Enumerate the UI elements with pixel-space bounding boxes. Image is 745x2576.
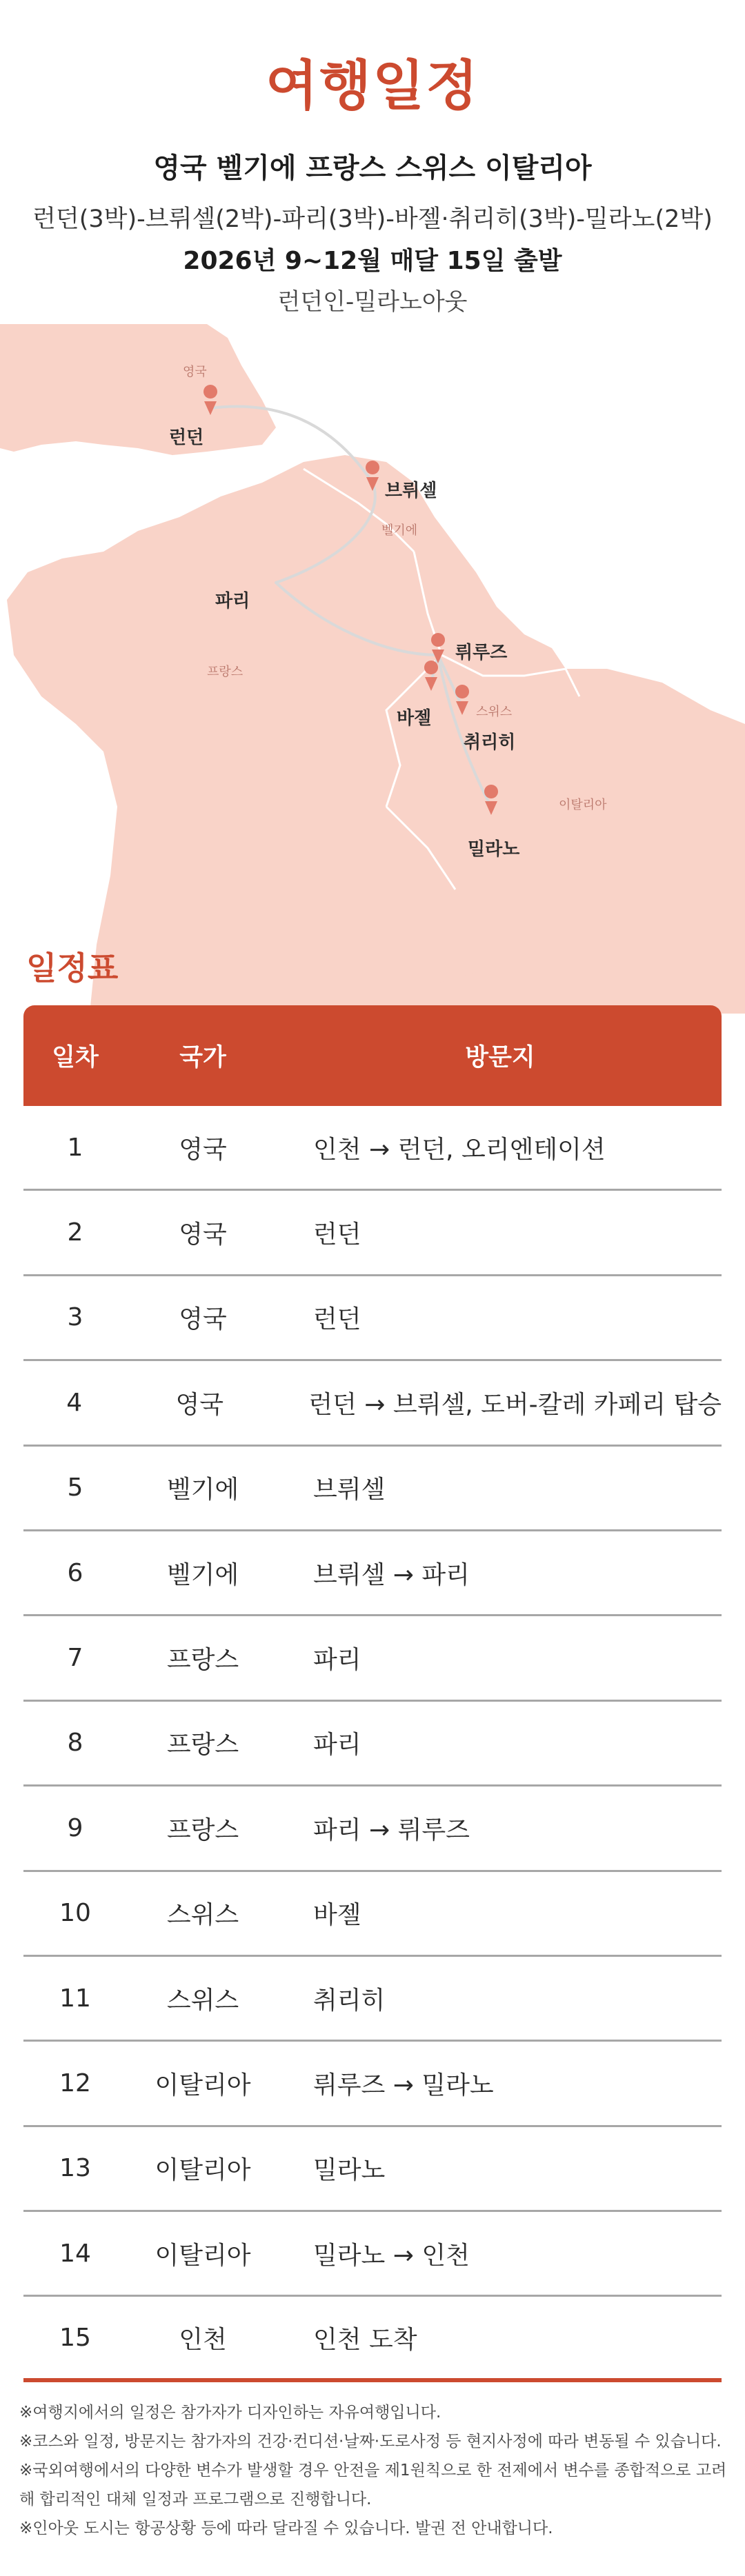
- header-visit: 방문지: [465, 1044, 535, 1071]
- row-country: 벨기에: [166, 1476, 239, 1505]
- page-title: 여행일정: [266, 55, 479, 117]
- table-row: [23, 1702, 722, 1787]
- row-day: 6: [67, 1558, 83, 1587]
- table-row: [23, 1787, 722, 1871]
- row-day: 2: [67, 1218, 83, 1247]
- trip-countries: 영국 벨기에 프랑스 스위스 이탈리아: [153, 152, 592, 184]
- row-visit: 취리히: [313, 1986, 386, 2015]
- row-country: 이탈리아: [155, 2241, 251, 2270]
- row-day: 10: [59, 1899, 91, 1928]
- row-country: 이탈리아: [155, 2071, 251, 2100]
- row-day: 4: [66, 1388, 83, 1417]
- table-row: [23, 1361, 722, 1446]
- country-label-belgium: 벨기에: [381, 523, 418, 538]
- row-visit: 런던: [313, 1220, 361, 1249]
- table-row: [23, 2297, 722, 2382]
- city-label-basel: 바젤: [397, 708, 432, 729]
- country-label-italy: 이탈리아: [559, 798, 607, 812]
- row-country: 이탈리아: [155, 2156, 251, 2185]
- schedule-section-title: 일정표: [26, 949, 119, 987]
- footnote: ※여행지에서의 일정은 참가자가 디자인하는 자유여행입니다.: [19, 2404, 441, 2422]
- table-row: [23, 1276, 722, 1361]
- row-country: 영국: [179, 1135, 227, 1164]
- country-label-uk: 영국: [183, 365, 207, 379]
- header-country: 국가: [179, 1044, 226, 1071]
- footnote: ※코스와 일정, 방문지는 참가자의 건강·컨디션·날짜·도로사정 등 현지사정에 따라 변동될 수 있습니다.: [19, 2433, 722, 2451]
- table-row: [23, 1872, 722, 1957]
- city-label-paris: 파리: [215, 591, 250, 612]
- land-shapes: [0, 324, 745, 1014]
- row-visit: 런던 → 브뤼셀, 도버-칼레 카페리 탑승: [308, 1390, 722, 1419]
- row-visit: 브뤼셀 → 파리: [313, 1560, 470, 1589]
- row-day: 12: [59, 2069, 91, 2097]
- row-visit: 런던: [313, 1305, 361, 1334]
- city-label-lucerne: 뤼루즈: [455, 643, 508, 663]
- table-row: [23, 2127, 722, 2212]
- table-row: [23, 1191, 722, 1276]
- row-visit: 인천 도착: [313, 2325, 417, 2354]
- row-day: 3: [67, 1303, 83, 1332]
- table-row: [23, 1531, 722, 1616]
- row-visit: 파리: [313, 1646, 361, 1675]
- trip-route: 런던(3박)-브뤼셀(2박)-파리(3박)-바젤·취리히(3박)-밀라노(2박): [32, 205, 713, 233]
- route-map: [0, 324, 745, 1014]
- row-day: 13: [59, 2154, 91, 2183]
- schedule-table: [23, 1005, 722, 2382]
- table-row: [23, 1106, 722, 1191]
- table-row: [23, 1957, 722, 2042]
- uk-land: [0, 324, 276, 455]
- row-day: 7: [67, 1644, 83, 1673]
- row-visit: 밀라노: [313, 2156, 386, 2185]
- departure-date: 2026년 9~12월 매달 15일 출발: [183, 247, 562, 275]
- row-visit: 파리 → 뤼루즈: [313, 1815, 470, 1844]
- row-visit: 파리: [313, 1731, 361, 1760]
- table-row: [23, 1447, 722, 1531]
- continent-land: [7, 455, 745, 1014]
- row-day: 15: [59, 2323, 91, 2352]
- row-day: 8: [67, 1729, 83, 1758]
- row-day: 11: [59, 1984, 91, 2013]
- row-country: 프랑스: [166, 1731, 239, 1760]
- city-label-zurich: 취리히: [464, 732, 516, 753]
- row-country: 스위스: [166, 1986, 239, 2015]
- row-country: 영국: [179, 1220, 227, 1249]
- row-day: 5: [67, 1473, 83, 1502]
- row-visit: 뤼루즈 → 밀라노: [313, 2071, 494, 2100]
- row-country: 인천: [179, 2325, 227, 2354]
- country-label-switzerland: 스위스: [476, 705, 513, 719]
- country-label-france: 프랑스: [207, 665, 244, 679]
- row-country: 스위스: [166, 1901, 239, 1930]
- row-country: 영국: [175, 1390, 224, 1419]
- row-day: 14: [59, 2239, 91, 2268]
- row-day: 9: [67, 1813, 83, 1842]
- row-day: 1: [67, 1133, 83, 1162]
- in-out-cities: 런던인-밀라노아웃: [277, 288, 468, 316]
- row-country: 프랑스: [166, 1646, 239, 1675]
- row-visit: 바젤: [313, 1901, 361, 1930]
- table-row: [23, 2212, 722, 2297]
- row-visit: 인천 → 런던, 오리엔테이션: [313, 1135, 606, 1164]
- footnote: ※국외여행에서의 다양한 변수가 발생할 경우 안전을 제1원칙으로 한 전제에서 변수를 종합적으로 고려해 합리적인 대체 일정과 프로그램으로 진행합니다.: [19, 2462, 727, 2508]
- table-row: [23, 1616, 722, 1701]
- row-visit: 브뤼셀: [313, 1476, 386, 1505]
- city-label-milan: 밀라노: [468, 839, 520, 860]
- row-country: 벨기에: [166, 1560, 239, 1589]
- footnote: ※인아웃 도시는 항공상황 등에 따라 달라질 수 있습니다. 발권 전 안내합니다.: [19, 2519, 553, 2537]
- table-row: [23, 2042, 722, 2126]
- table-header: [23, 1005, 722, 1106]
- row-visit: 밀라노 → 인천: [313, 2241, 470, 2270]
- route-map-svg: [0, 324, 745, 1014]
- row-country: 프랑스: [166, 1815, 239, 1844]
- header-day: 일차: [52, 1044, 99, 1071]
- city-label-london: 런던: [169, 427, 204, 448]
- row-country: 영국: [179, 1305, 227, 1334]
- footnotes: [19, 2398, 730, 2543]
- city-label-brussels: 브뤼셀: [385, 481, 437, 501]
